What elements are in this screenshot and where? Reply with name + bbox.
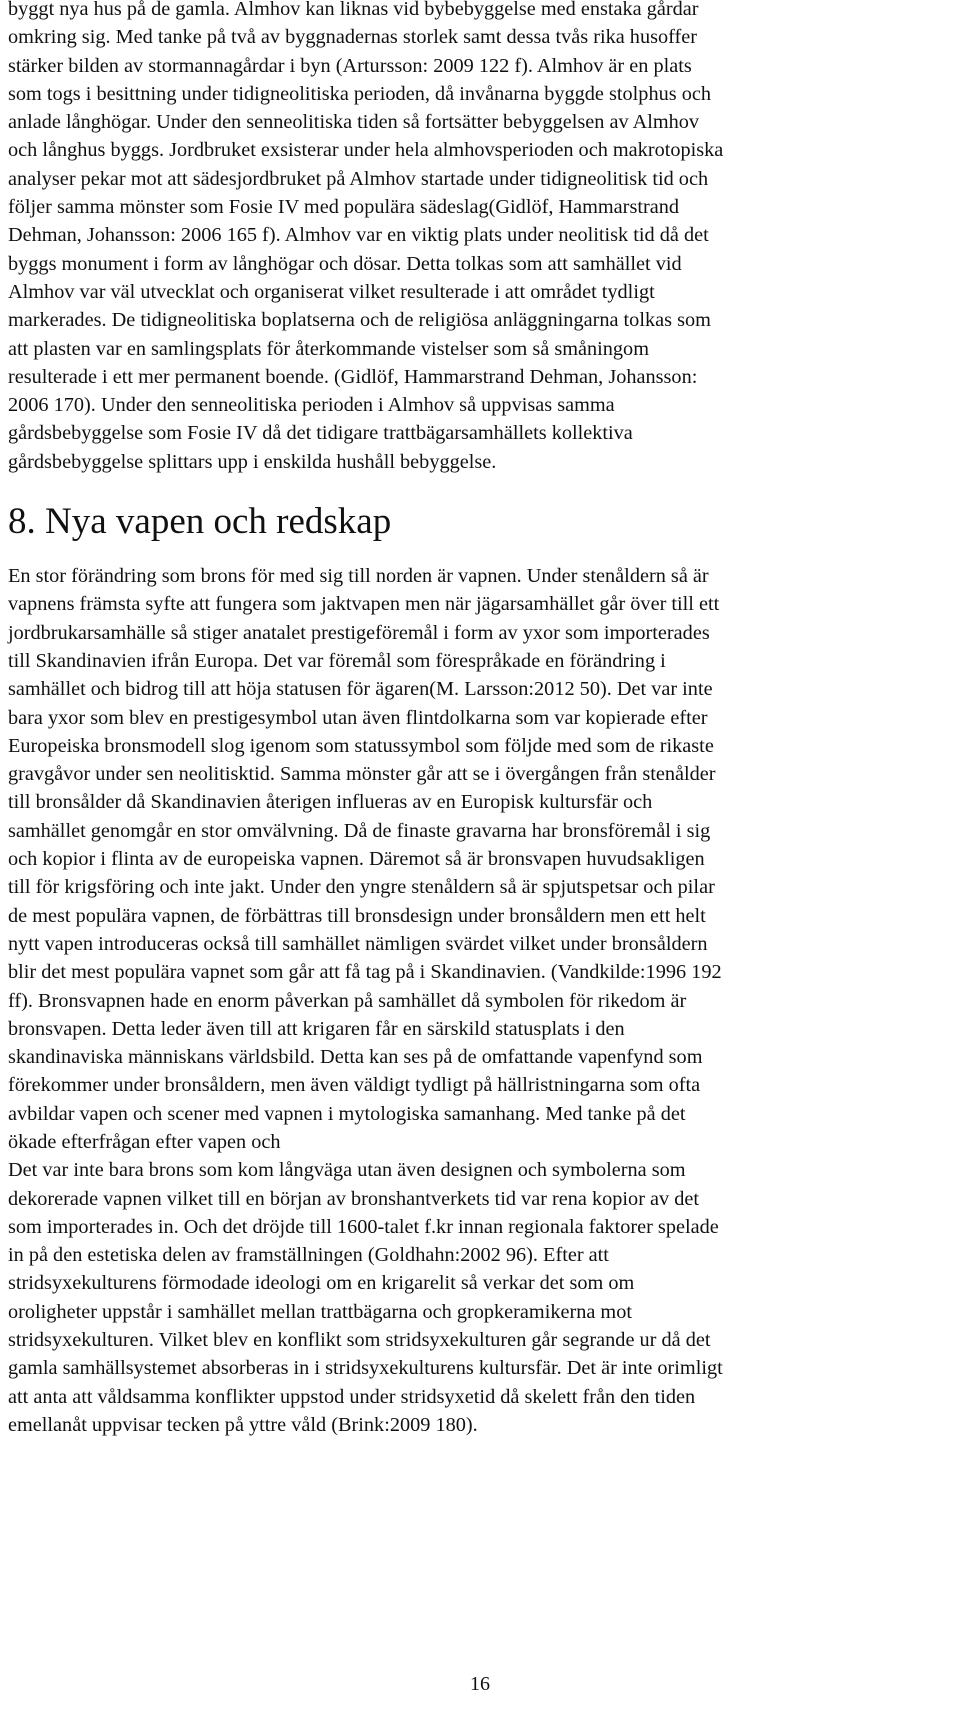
body-paragraph-weapons: En stor förändring som brons för med sig till norden är vapnen. Under stenåldern så är vapnens främsta syfte att fungera som jaktvapen men när jägarsamhället går över till ett jordbrukarsamhälle så stiger anatalet prestigeföremål i form av yxor som importerades till Skandinavien ifrån Europa. Det var föremål som förespråkade en förändring i samhället och bidrog till att höja statusen för ägaren(M. Larsson:2012 50). Det var inte bara yxor som blev en prestigesymbol utan även flintdolkarna som var kopierade efter Europeiska bronsmodell slog igenom som statussymbol som följde med som de rikaste gravgåvor under sen neolitisktid. Samma mönster går att se i övergången från stenålder till bronsålder då Skandinavien återigen influeras av en Europisk kultursfär och samhället genomgår en stor omvälvning. Då de finaste gravarna har bronsföremål i sig och kopior i flinta av de europeiska vapnen. Däremot så är bronsvapen huvudsakligen till för krigsföring och inte jakt. Under den yngre stenåldern så är spjutspetsar och pilar de mest populära vapnen, de förbättras till bronsdesign under bronsåldern men ett helt nytt vapen introduceras också till samhället nämligen svärdet vilket under bronsåldern blir det mest populära vapnet som går att få tag på i Skandinavien. (Vandkilde:1996 192 ff). Bronsvapnen hade en enorm påverkan på samhället då symbolen för rikedom är bronsvapen. Detta leder även till att krigaren får en särskild statusplats i den skandinaviska människans världsbild. Detta kan ses på de omfattande vapenfynd som förekommer under bronsåldern, men även väldigt tydligt på hällristningarna som ofta avbildar vapen och scener med vapnen i mytologiska samanhang. Med tanke på det ökade efterfrågan efter vapen och — [8, 565, 722, 1153]
page-number: 16 — [470, 1673, 490, 1695]
body-paragraph-almhov: byggt nya hus på de gamla. Almhov kan liknas vid bybebyggelse med enstaka gårdar omkring sig. Med tanke på två av byggnadernas storlek samt dessa tvås rika husoffer stärker bilden av stormannagårdar i byn (Artursson: 2009 122 f). Almhov är en plats som togs i besittning under tidigneolitiska perioden, då invånarna byggde stolphus och anlade långhögar. Under den senneolitiska tiden så fortsätter bebyggelsen av Almhov och långhus byggs. Jordbruket exsisterar under hela almhovsperioden och makrotopiska analyser pekar mot att sädesjordbruket på Almhov startade under tidigneolitisk tid och följer samma mönster som Fosie IV med populära sädeslag(Gidlöf, Hammarstrand Dehman, Johansson: 2006 165 f). Almhov var en viktig plats under neolitisk tid då det byggs monument i form av långhögar och dösar. Detta tolkas som att samhället vid Almhov var väl utvecklat och organiserat vilket resulterade i att området tydligt markerades. De tidigneolitiska boplatserna och de religiösa anläggningarna tolkas som att plasten var en samlingsplats för återkommande vistelser som så småningom resulterade i ett mer permanent boende. (Gidlöf, Hammarstrand Dehman, Johansson: 2006 170). Under den senneolitiska perioden i Almhov så uppvisas samma gårdsbebyggelse som Fosie IV då det tidigare trattbägarsamhällets kollektiva gårdsbebyggelse splittars upp i enskilda hushåll bebyggelse. — [8, 0, 724, 473]
section-heading: 8. Nya vapen och redskap — [8, 501, 392, 543]
body-paragraph-bronze-design: Det var inte bara brons som kom långväga utan även designen och symbolerna som dekorerade vapnen vilket till en början av bronshantverkets tid var rena kopior av det som importerades in. Och det dröjde till 1600-talet f.kr innan regionala faktorer spelade in på den estetiska delen av framställningen (Goldhahn:2002 96). Efter att stridsyxekulturens förmodade ideologi om en krigarelit så verkar det som om oroligheter uppstår i samhället mellan trattbägarna och gropkeramikerna mot stridsyxekulturen. Vilket blev en konflikt som stridsyxekulturen går segrande ur då det gamla samhällsystemet absorberas in i stridsyxekulturens kultursfär. Det är inte orimligt att anta att våldsamma konflikter uppstod under stridsyxetid då skelett från den tiden emellanåt uppvisar tecken på yttre våld (Brink:2009 180). — [8, 1159, 723, 1436]
document-page — [8, 0, 948, 1439]
